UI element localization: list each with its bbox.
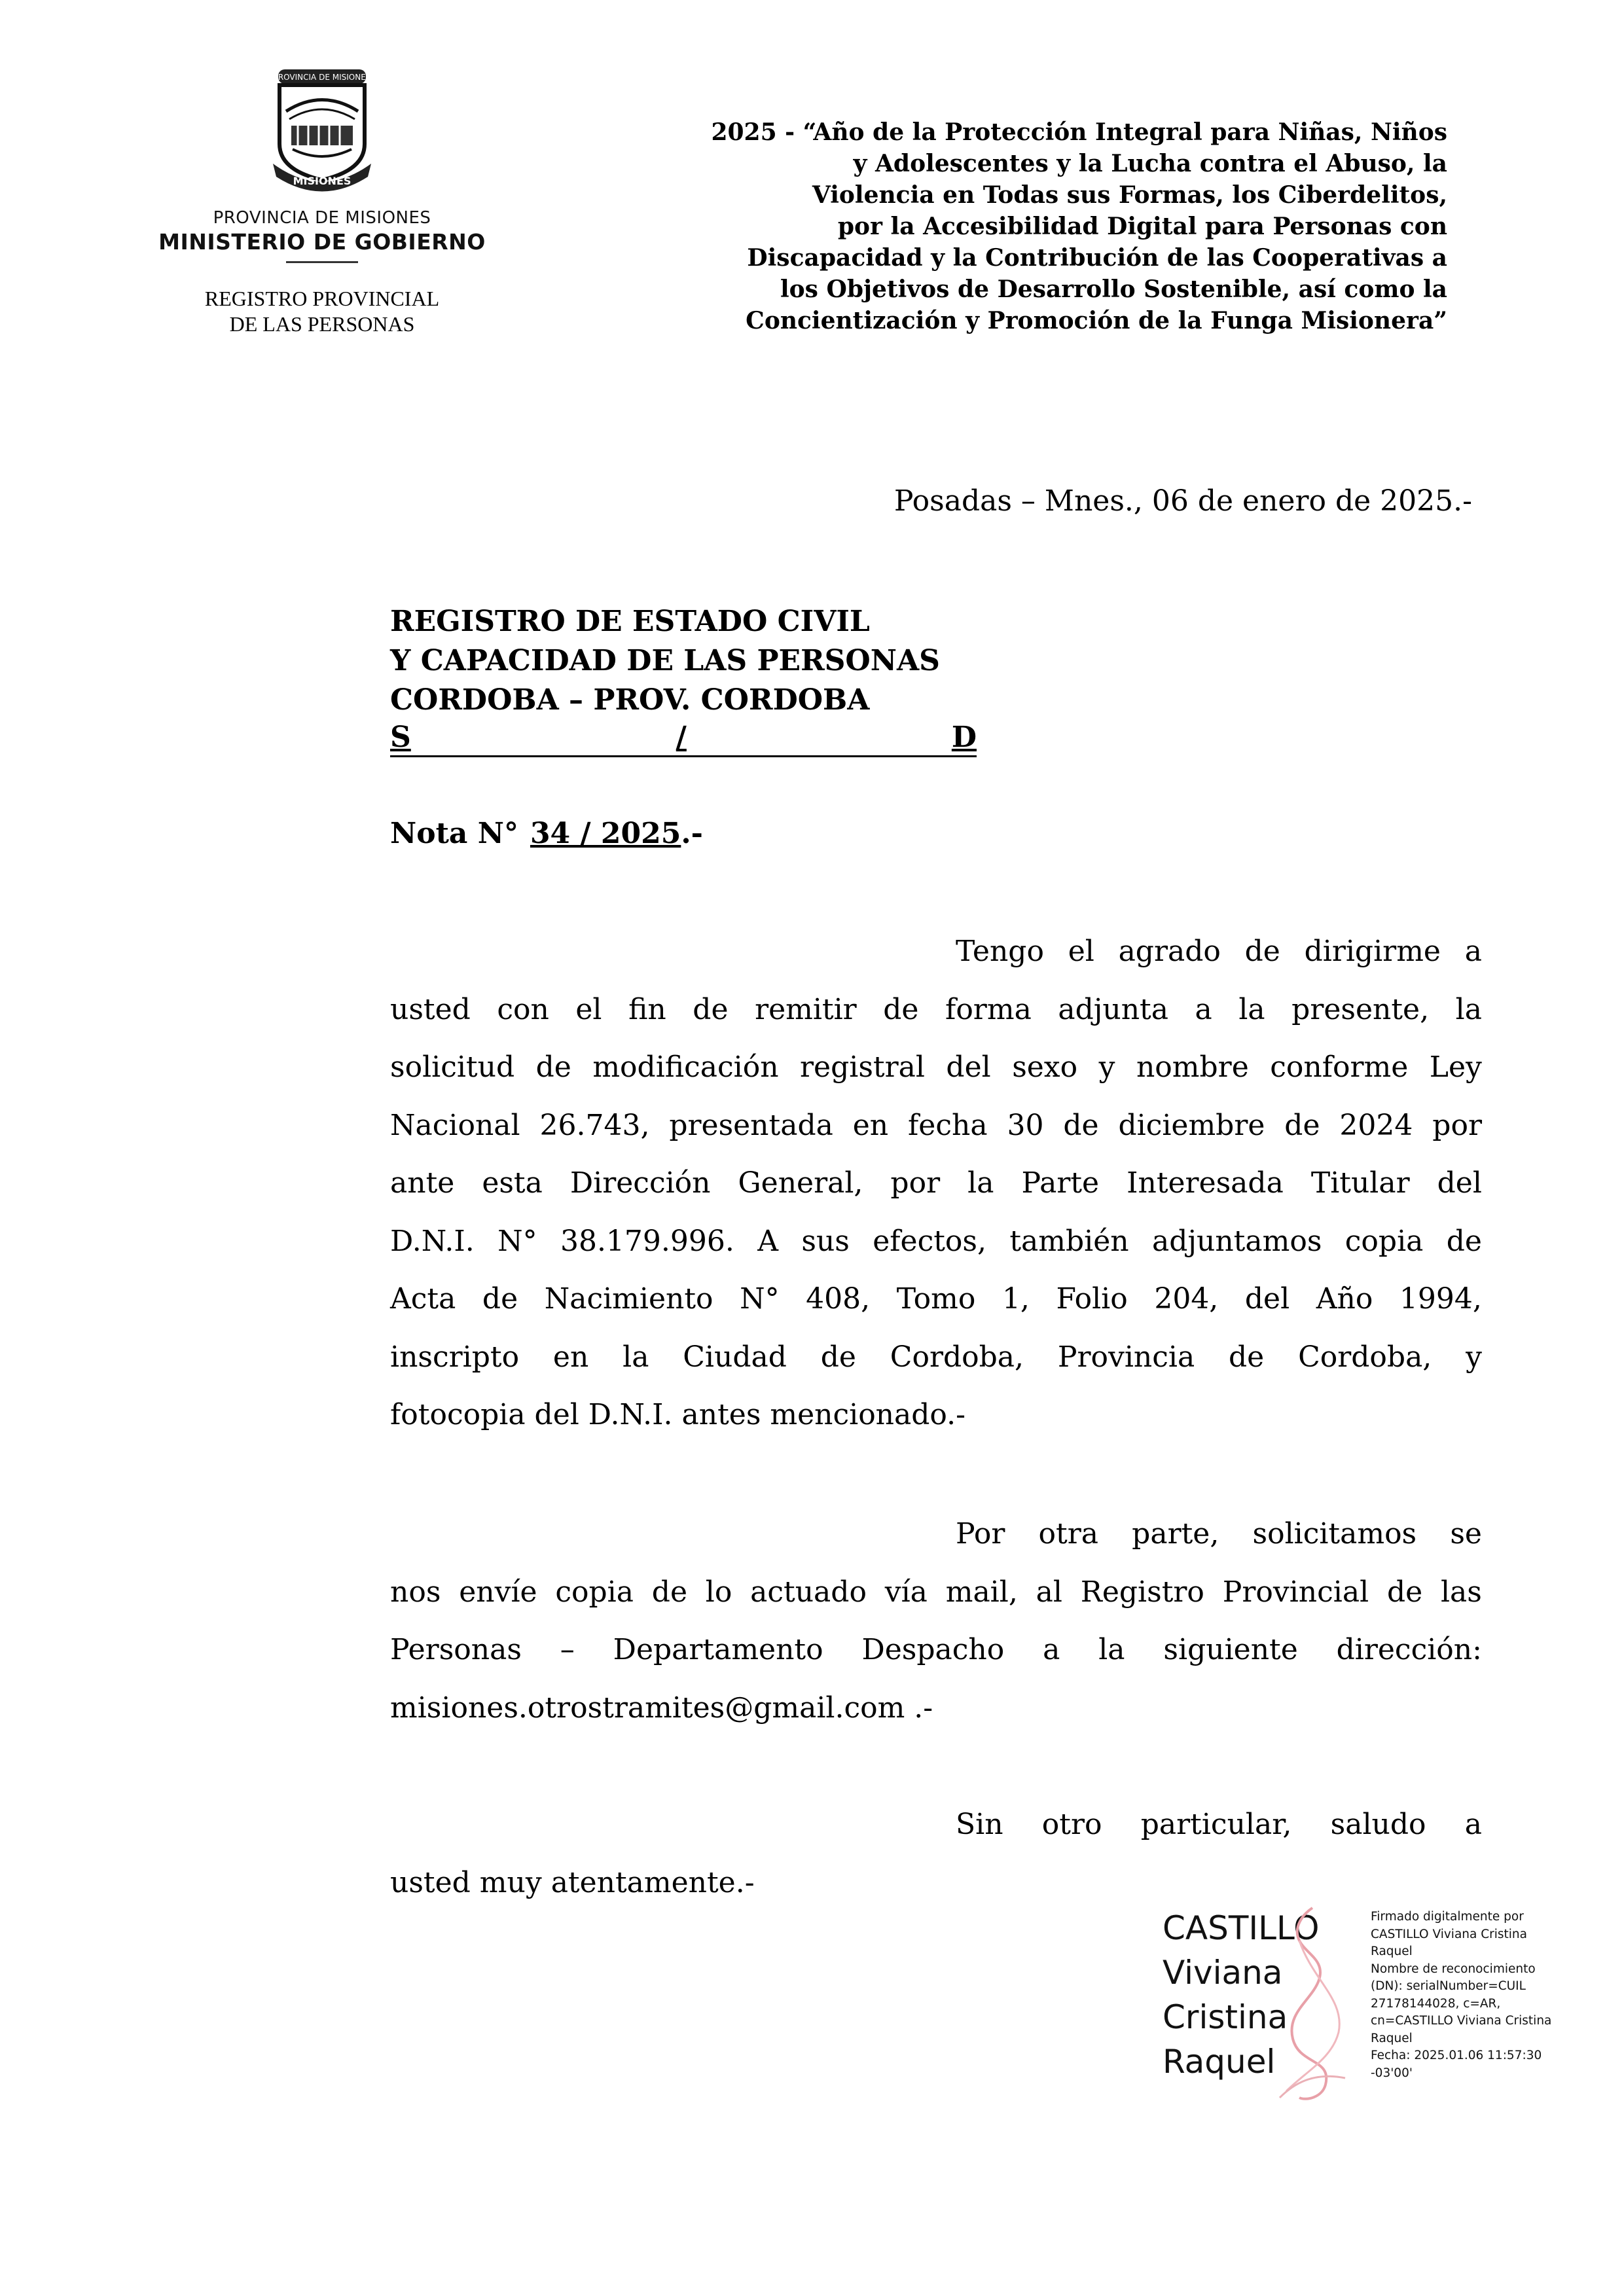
paragraph-word: en — [852, 1108, 889, 1142]
paragraph-word: actuado — [750, 1575, 867, 1609]
paragraph-word: las — [1440, 1575, 1482, 1609]
paragraph-word: de — [651, 1575, 687, 1609]
paragraph-word: Año — [1316, 1282, 1373, 1316]
paragraph-word: el — [1068, 935, 1094, 968]
paragraph-word: esta — [482, 1166, 543, 1200]
paragraph-word: la — [1455, 992, 1482, 1026]
signer-name-line: Cristina — [1163, 1998, 1288, 2036]
paragraph-word: al — [1036, 1575, 1062, 1609]
paragraph-word: 408, — [806, 1282, 871, 1316]
paragraph-word: ante — [390, 1166, 455, 1200]
paragraph-word: de — [883, 992, 919, 1026]
signature-detail-line: cn=CASTILLO Viviana Cristina — [1371, 2014, 1552, 2028]
paragraph-word: por — [1432, 1108, 1482, 1142]
paragraph-word: Provincia — [1057, 1340, 1195, 1374]
paragraph-word: de — [535, 1050, 571, 1084]
signer-name-line: Raquel — [1163, 2043, 1276, 2081]
paragraph-line — [390, 1564, 1482, 1622]
paragraph-word: copia — [555, 1575, 634, 1609]
paragraph-word: solicitud — [390, 1050, 515, 1084]
paragraph-word: Folio — [1056, 1282, 1128, 1316]
signer-name-line: CASTILLO — [1163, 1909, 1320, 1947]
paragraph-word: de — [693, 992, 729, 1026]
paragraph-word: Provincial — [1222, 1575, 1369, 1609]
paragraph-word: Nacional — [390, 1108, 520, 1142]
paragraph-word: fecha — [908, 1108, 988, 1142]
su-despacho-line — [390, 720, 977, 757]
paragraph-text: misiones.otrostramites@gmail.com .- — [390, 1691, 933, 1725]
letter-date: Posadas – Mnes., 06 de enero de 2025.- — [893, 484, 1472, 518]
paragraph-word: forma — [945, 992, 1032, 1026]
paragraph-word: 30 — [1007, 1108, 1044, 1142]
paragraph-word: Interesada — [1127, 1166, 1284, 1200]
paragraph-word: del — [946, 1050, 991, 1084]
sd-d: D — [951, 721, 977, 754]
motto-line: Violencia en Todas sus Formas, los Ciberdelitos, — [812, 181, 1447, 209]
paragraph-word: de — [1284, 1108, 1320, 1142]
signer-name-line: Viviana — [1163, 1954, 1283, 1992]
paragraph-word: Departamento — [613, 1633, 823, 1666]
recipient-line: REGISTRO DE ESTADO CIVIL — [390, 605, 870, 638]
paragraph-line — [390, 1505, 1482, 1564]
paragraph-word: a — [1464, 1808, 1482, 1841]
paragraph-word: de — [1244, 935, 1280, 968]
paragraph-word: Tomo — [896, 1282, 976, 1316]
paragraph-word: fin — [628, 992, 666, 1026]
body-paragraph-1 — [390, 923, 1482, 1444]
paragraph-line — [390, 981, 1482, 1039]
paragraph-word: y — [1466, 1340, 1482, 1374]
paragraph-word: 26.743, — [539, 1108, 650, 1142]
paragraph-word: 38.179.996. — [560, 1224, 734, 1258]
paragraph-word: D.N.I. — [390, 1224, 475, 1258]
note-number-value: 34 / 2025 — [530, 817, 681, 850]
paragraph-word: Ciudad — [683, 1340, 787, 1374]
paragraph-word: vía — [884, 1575, 928, 1609]
sd-slash: / — [676, 721, 687, 754]
paragraph-word: Cordoba, — [890, 1340, 1024, 1374]
paragraph-word: General, — [738, 1166, 863, 1200]
paragraph-line — [390, 1039, 1482, 1097]
paragraph-word: N° — [497, 1224, 537, 1258]
paragraph-text: fotocopia del D.N.I. antes mencionado.- — [390, 1398, 965, 1431]
paragraph-word: Cordoba, — [1298, 1340, 1432, 1374]
paragraph-line — [390, 1270, 1482, 1329]
paragraph-word: de — [1063, 1108, 1099, 1142]
province-name: PROVINCIA DE MISIONES — [213, 208, 431, 228]
paragraph-word: dirección: — [1336, 1633, 1482, 1666]
paragraph-word: Personas — [390, 1633, 522, 1666]
paragraph-word: mail, — [945, 1575, 1018, 1609]
signature-detail-line: -03'00' — [1371, 2066, 1413, 2080]
paragraph-word: – — [560, 1633, 575, 1666]
signature-detail-line: Firmado digitalmente por — [1371, 1910, 1524, 1924]
signature-detail-line: Raquel — [1371, 2031, 1413, 2045]
paragraph-word: adjunta — [1058, 992, 1168, 1026]
digital-signature-details — [1371, 1909, 1551, 2082]
paragraph-word: 1, — [1001, 1282, 1030, 1316]
paragraph-word: copia — [1344, 1224, 1424, 1258]
paragraph-word: otra — [1038, 1517, 1098, 1551]
paragraph-word: del — [1244, 1282, 1290, 1316]
paragraph-word: presente, — [1291, 992, 1430, 1026]
paragraph-word: lo — [705, 1575, 732, 1609]
paragraph-line — [390, 1155, 1482, 1213]
paragraph-word: Nacimiento — [544, 1282, 713, 1316]
paragraph-word: Sin — [956, 1808, 1003, 1841]
paragraph-word: el — [575, 992, 602, 1026]
paragraph-line — [390, 1679, 1482, 1738]
ministry-name: MINISTERIO DE GOBIERNO — [158, 229, 486, 255]
paragraph-word: presentada — [669, 1108, 833, 1142]
paragraph-word: inscripto — [390, 1340, 520, 1374]
body-paragraph-3 — [390, 1796, 1482, 1912]
paragraph-word: 204, — [1154, 1282, 1219, 1316]
crest-top-text: PROVINCIA DE MISIONES — [273, 73, 371, 82]
paragraph-text: usted muy atentamente.- — [390, 1865, 755, 1899]
motto-line: y Adolescentes y la Lucha contra el Abuso, la — [853, 150, 1447, 177]
paragraph-word: a — [1043, 1633, 1060, 1666]
paragraph-word: nombre — [1136, 1050, 1249, 1084]
paragraph-word: parte, — [1132, 1517, 1219, 1551]
motto-line: Concientización y Promoción de la Funga Misionera” — [746, 307, 1447, 334]
signature-detail-line: Raquel — [1371, 1945, 1413, 1958]
recipient-block — [390, 602, 979, 757]
header-logo-block — [152, 65, 492, 336]
paragraph-word: de — [1229, 1340, 1265, 1374]
paragraph-word: A — [757, 1224, 779, 1258]
paragraph-word: la — [1098, 1633, 1125, 1666]
paragraph-word: a — [1195, 992, 1212, 1026]
year-motto — [557, 117, 1447, 336]
paragraph-word: usted — [390, 992, 471, 1026]
paragraph-word: la — [967, 1166, 994, 1200]
note-suffix: .- — [681, 817, 703, 850]
paragraph-word: Acta — [390, 1282, 456, 1316]
paragraph-line — [390, 1097, 1482, 1155]
paragraph-word: del — [1437, 1166, 1482, 1200]
paragraph-word: 1994, — [1399, 1282, 1482, 1316]
paragraph-word: sus — [801, 1224, 850, 1258]
registry-name-line2: DE LAS PERSONAS — [229, 312, 415, 336]
signature-detail-line: 27178144028, c=AR, — [1371, 1996, 1501, 2011]
paragraph-word: Dirección — [569, 1166, 711, 1200]
paragraph-word: por — [890, 1166, 941, 1200]
paragraph-word: Titular — [1310, 1166, 1410, 1200]
note-number — [390, 817, 703, 850]
paragraph-word: la — [1238, 992, 1265, 1026]
paragraph-word: nos — [390, 1575, 441, 1609]
registry-name-line1: REGISTRO PROVINCIAL — [204, 287, 440, 310]
paragraph-line — [390, 1329, 1482, 1387]
paragraph-word: con — [497, 992, 549, 1026]
paragraph-word: de — [1446, 1224, 1482, 1258]
logo-divider — [286, 261, 358, 263]
sd-s: S — [390, 721, 411, 754]
note-label: Nota N° — [390, 817, 518, 850]
paragraph-line — [390, 923, 1482, 981]
paragraph-word: la — [623, 1340, 649, 1374]
motto-line: Discapacidad y la Contribución de las Cooperativas a — [747, 244, 1447, 272]
signature-detail-line: Fecha: 2025.01.06 11:57:30 — [1371, 2049, 1542, 2062]
paragraph-word: envíe — [459, 1575, 537, 1609]
paragraph-word: Despacho — [861, 1633, 1005, 1666]
motto-line: por la Accesibilidad Digital para Personas con — [837, 213, 1447, 240]
paragraph-word: de — [820, 1340, 856, 1374]
digital-signature-mark-icon — [1267, 1901, 1365, 2104]
paragraph-word: dirigirme — [1304, 935, 1441, 968]
paragraph-word: de — [482, 1282, 518, 1316]
paragraph-word: y — [1098, 1050, 1115, 1084]
paragraph-word: Tengo — [956, 935, 1044, 968]
paragraph-word: efectos, — [873, 1224, 986, 1258]
paragraph-word: Ley — [1429, 1050, 1482, 1084]
paragraph-word: otro — [1041, 1808, 1102, 1841]
provincial-crest-logo — [260, 65, 384, 196]
paragraph-word: modificación — [592, 1050, 779, 1084]
crest-banner-text: MISIONES — [293, 175, 352, 187]
motto-line: los Objetivos de Desarrollo Sostenible, así como la — [780, 276, 1447, 303]
body-paragraph-2 — [390, 1505, 1482, 1737]
paragraph-word: adjuntamos — [1151, 1224, 1322, 1258]
paragraph-word: Por — [956, 1517, 1005, 1551]
signature-detail-line: CASTILLO Viviana Cristina — [1371, 1927, 1527, 1941]
paragraph-word: diciembre — [1118, 1108, 1265, 1142]
paragraph-line — [390, 1621, 1482, 1679]
paragraph-word: Registro — [1080, 1575, 1204, 1609]
paragraph-word: se — [1450, 1517, 1482, 1551]
paragraph-word: saludo — [1330, 1808, 1426, 1841]
paragraph-word: 2024 — [1339, 1108, 1413, 1142]
paragraph-word: siguiente — [1163, 1633, 1298, 1666]
motto-line: 2025 - “Año de la Protección Integral para Niñas, Niños — [711, 118, 1447, 146]
paragraph-word: de — [1386, 1575, 1423, 1609]
signature-detail-line: (DN): serialNumber=CUIL — [1371, 1979, 1526, 1993]
signature-detail-line: Nombre de reconocimiento — [1371, 1962, 1536, 1976]
paragraph-word: N° — [740, 1282, 780, 1316]
paragraph-word: en — [552, 1340, 589, 1374]
paragraph-word: solicitamos — [1252, 1517, 1417, 1551]
paragraph-line — [390, 1213, 1482, 1271]
paragraph-word: también — [1009, 1224, 1129, 1258]
paragraph-word: registral — [800, 1050, 925, 1084]
paragraph-line — [390, 1796, 1482, 1854]
paragraph-word: remitir — [755, 992, 857, 1026]
paragraph-line — [390, 1386, 1482, 1444]
recipient-line: Y CAPACIDAD DE LAS PERSONAS — [390, 644, 940, 677]
paragraph-word: a — [1464, 935, 1482, 968]
paragraph-word: agrado — [1118, 935, 1221, 968]
paragraph-word: conforme — [1270, 1050, 1409, 1084]
paragraph-word: Parte — [1021, 1166, 1100, 1200]
paragraph-word: particular, — [1140, 1808, 1292, 1841]
paragraph-word: sexo — [1012, 1050, 1078, 1084]
recipient-line: CORDOBA – PROV. CORDOBA — [390, 683, 870, 717]
